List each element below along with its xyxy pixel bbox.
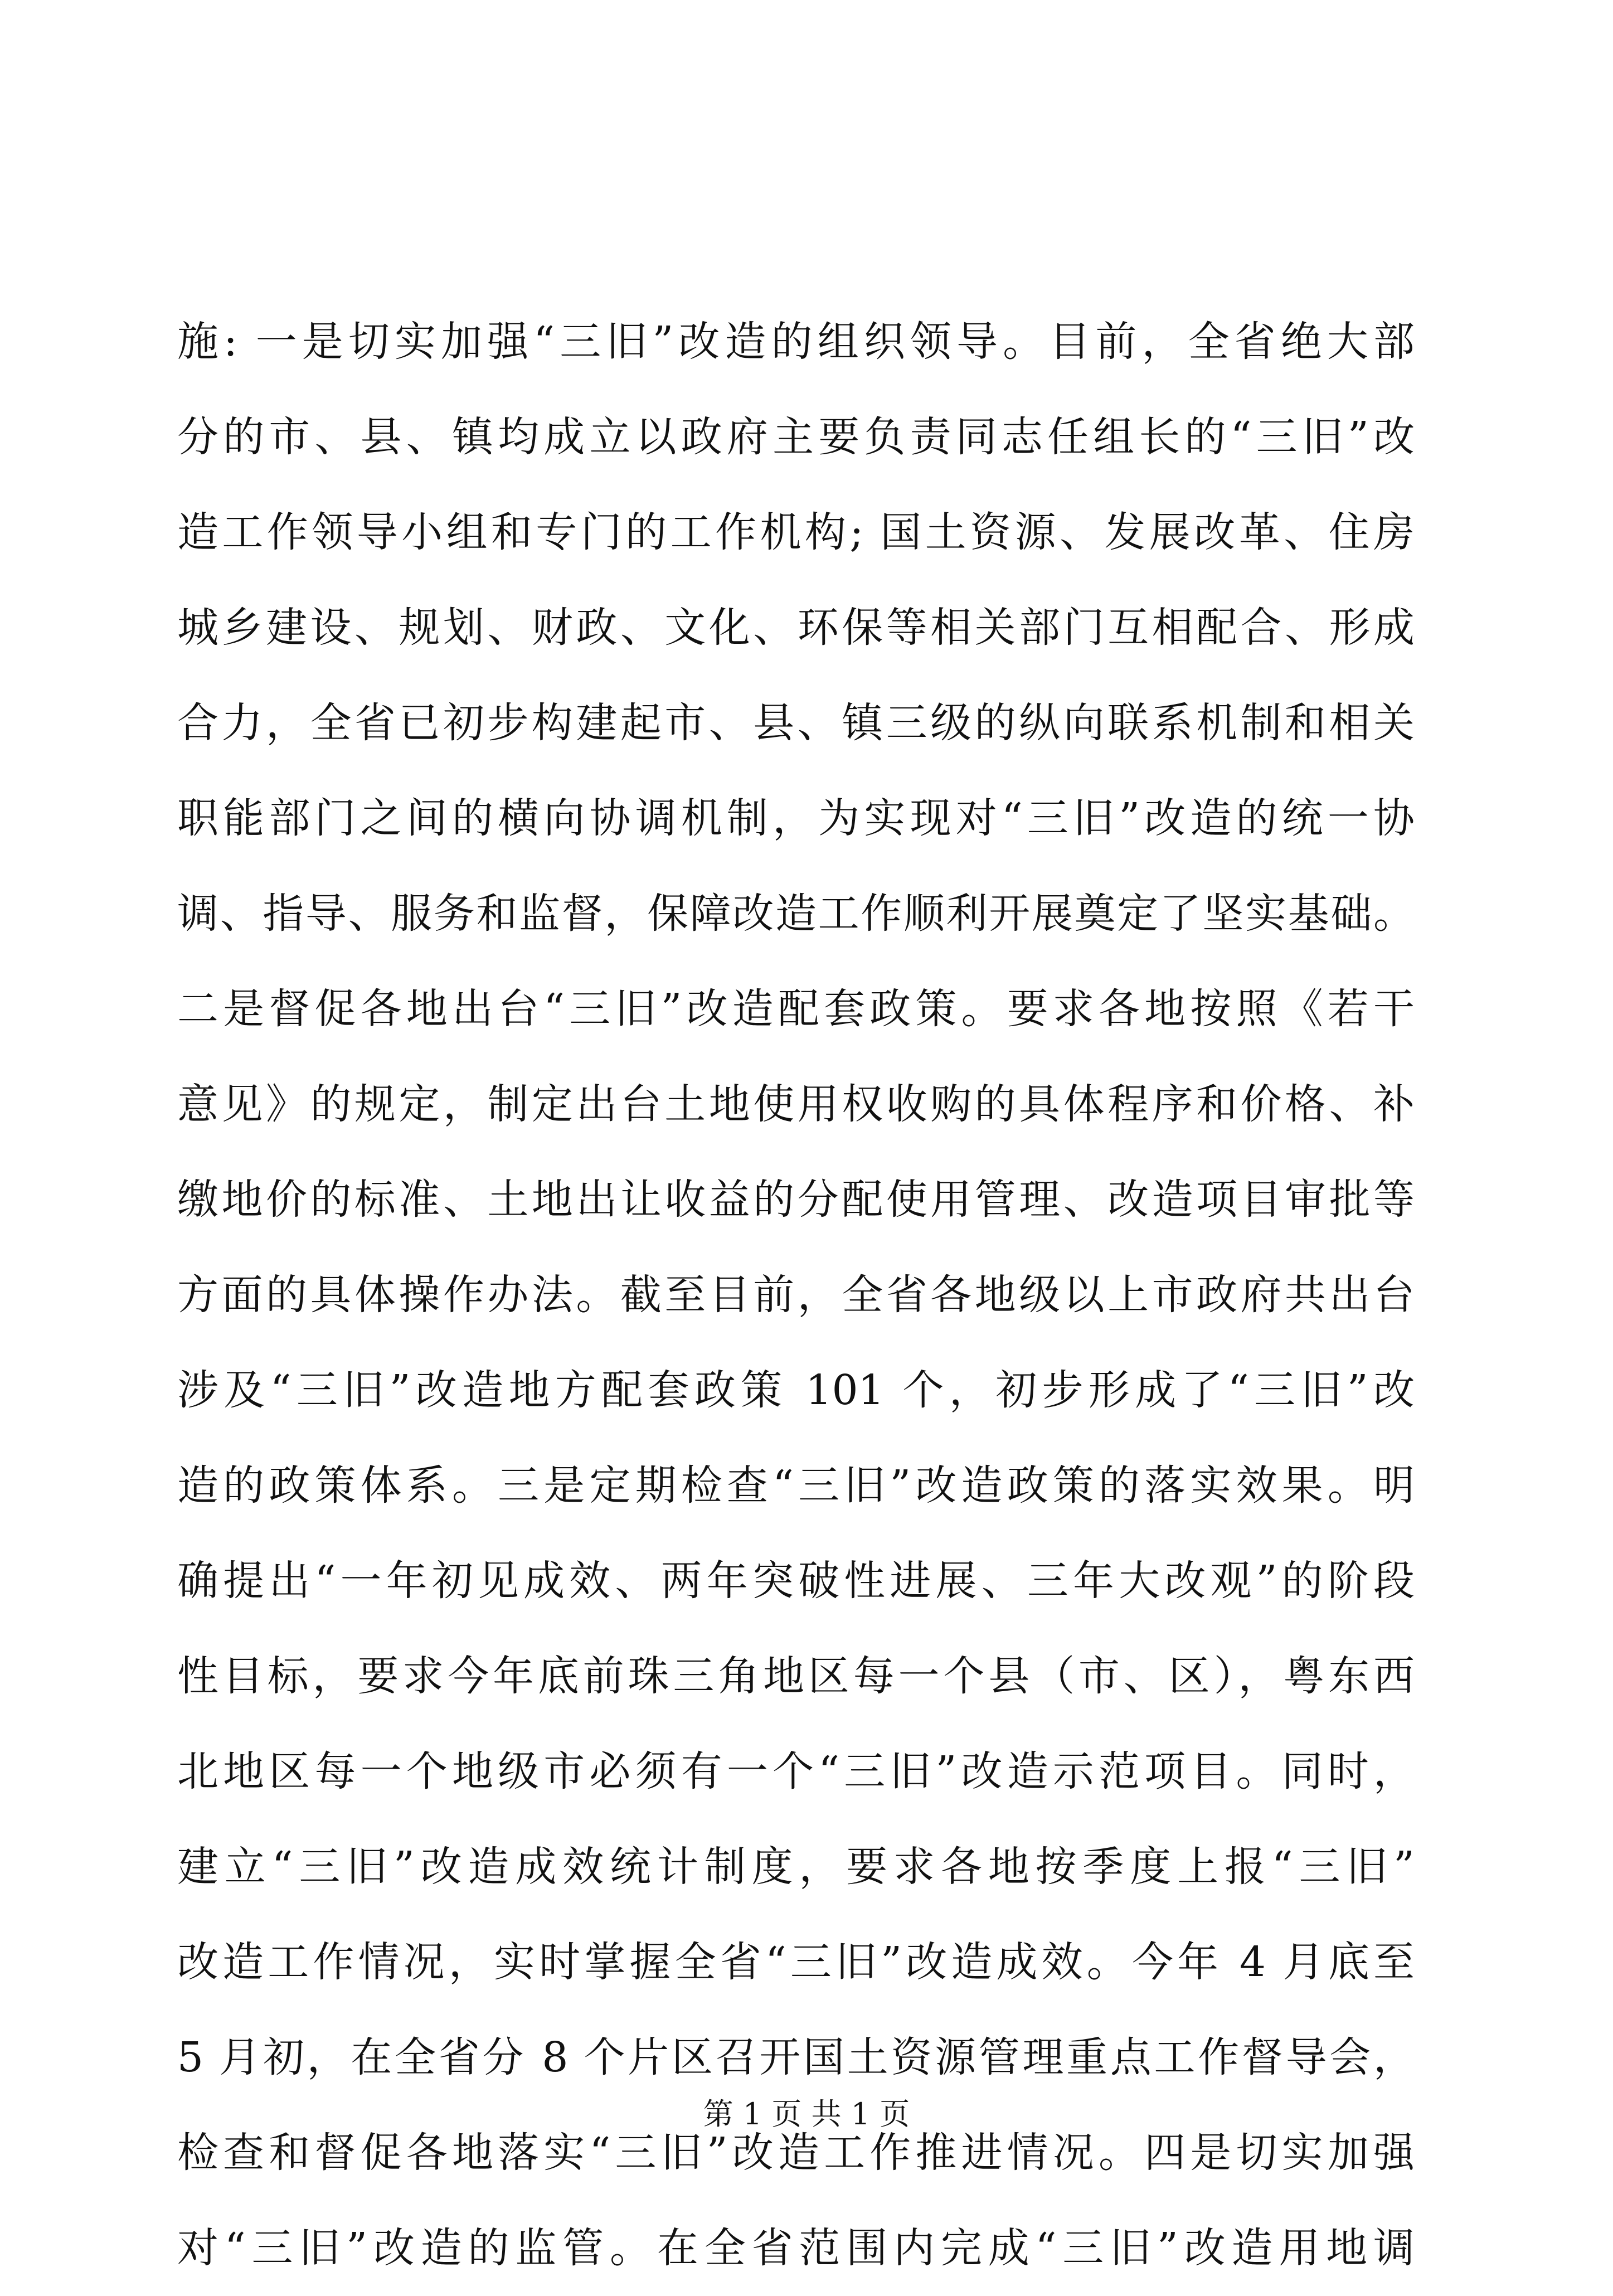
text-line: 缴地价的标准、土地出让收益的分配使用管理、改造项目审批等: [177, 1176, 1415, 1224]
text-line: 涉及“三旧”改造地方配套政策 101 个，初步形成了“三旧”改: [177, 1366, 1415, 1414]
text-line: 方面的具体操作办法。截至目前，全省各地级以上市政府共出台: [177, 1271, 1415, 1319]
text-line: 改造工作情况，实时掌握全省“三旧”改造成效。今年 4 月底至: [177, 1938, 1415, 1986]
text-line: 对“三旧”改造的监管。在全省范围内完成“三旧”改造用地调: [177, 2224, 1415, 2272]
text-line: 合力，全省已初步构建起市、县、镇三级的纵向联系机制和相关: [177, 699, 1415, 747]
text-line: 职能部门之间的横向协调机制，为实现对“三旧”改造的统一协: [177, 794, 1415, 842]
text-line: 分的市、县、镇均成立以政府主要负责同志任组长的“三旧”改: [177, 413, 1415, 461]
body-text: [177, 294, 1415, 2296]
text-line: 性目标，要求今年底前珠三角地区每一个县（市、区），粤东西: [177, 1652, 1415, 1700]
text-line: 施: 一是切实加强“三旧”改造的组织领导。目前，全省绝大部: [177, 318, 1415, 366]
text-line: 造的政策体系。三是定期检查“三旧”改造政策的落实效果。明: [177, 1462, 1415, 1509]
text-line: 5 月初，在全省分 8 个片区召开国土资源管理重点工作督导会，: [177, 2033, 1415, 2081]
page-number: 第 1 页 共 1 页: [703, 2096, 910, 2132]
text-line: 检查和督促各地落实“三旧”改造工作推进情况。四是切实加强: [177, 2129, 1415, 2177]
text-line: 北地区每一个地级市必须有一个“三旧”改造示范项目。同时，: [177, 1748, 1415, 1795]
text-line: 造工作领导小组和专门的工作机构; 国土资源、发展改革、住房: [177, 508, 1415, 556]
page-footer: [0, 2095, 1613, 2134]
text-line: 确提出“一年初见成效、两年突破性进展、三年大改观”的阶段: [177, 1557, 1415, 1605]
text-line: 二是督促各地出台“三旧”改造配套政策。要求各地按照《若干: [177, 985, 1415, 1033]
text-line: 调、指导、服务和监督，保障改造工作顺利开展奠定了坚实基础。: [177, 890, 1415, 938]
text-line: 建立“三旧”改造成效统计制度，要求各地按季度上报“三旧”: [177, 1843, 1415, 1891]
text-line: 城乡建设、规划、财政、文化、环保等相关部门互相配合、形成: [177, 604, 1415, 652]
text-line: 意见》的规定，制定出台土地使用权收购的具体程序和价格、补: [177, 1080, 1415, 1128]
